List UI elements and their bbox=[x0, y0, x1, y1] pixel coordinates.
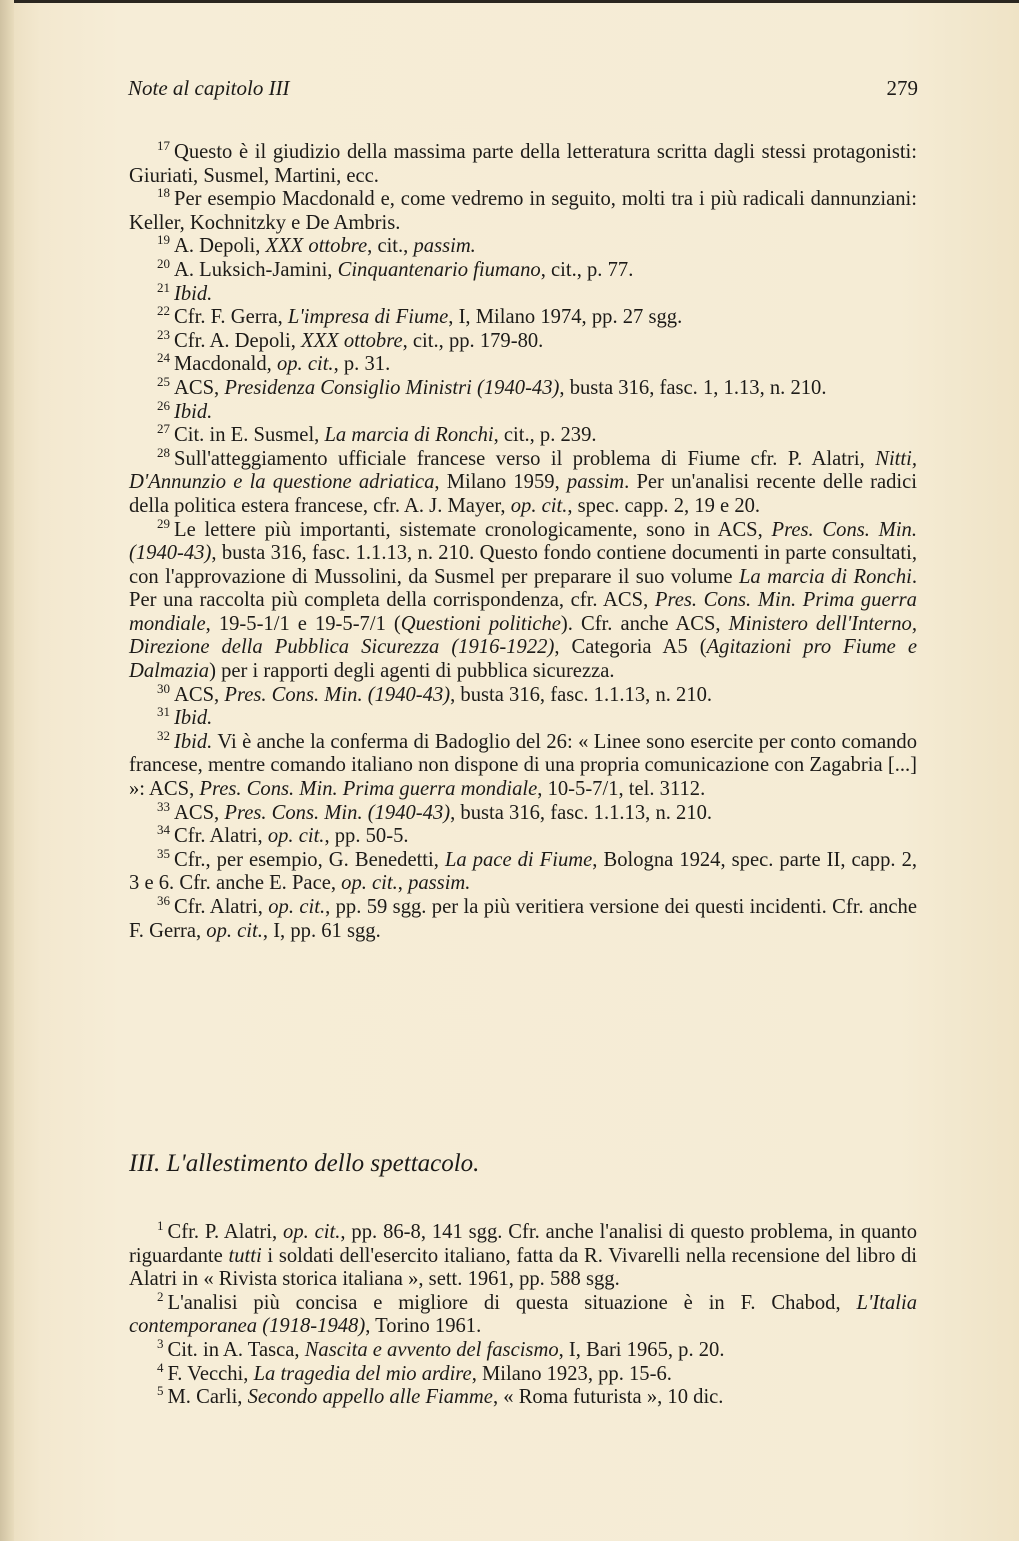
footnote-text: F. Vecchi, bbox=[167, 1362, 254, 1385]
footnote-text: , I, pp. 61 sgg. bbox=[262, 919, 381, 942]
footnote-italic-text: Pres. Cons. Min. (1940-43) bbox=[224, 801, 451, 824]
footnote-italic-text: Ibid. bbox=[174, 707, 213, 730]
footnote-text: , cit., pp. 179-80. bbox=[402, 329, 544, 352]
footnote-italic-text: L'impresa di Fiume bbox=[287, 306, 449, 329]
footnote-text: , busta 316, fasc. 1, 1.13, n. 210. bbox=[559, 376, 827, 399]
footnote-text: A. Depoli, bbox=[174, 235, 266, 258]
footnote-italic-text: op. cit. bbox=[341, 872, 398, 895]
footnote-number: 34 bbox=[157, 822, 170, 838]
footnote bbox=[129, 1335, 917, 1363]
footnote-italic-text: op. cit. bbox=[283, 1221, 341, 1243]
footnote-italic-text: Secondo appello alle Fiamme bbox=[247, 1386, 493, 1409]
footnote-text: Cfr. F. Gerra, bbox=[174, 306, 288, 329]
footnote-text: . Per un'analisi recente delle radici della politica estera francese, cfr. A. J. Mayer, bbox=[129, 471, 918, 517]
footnote bbox=[129, 397, 917, 425]
footnote bbox=[129, 704, 917, 731]
footnote-number: 25 bbox=[157, 373, 170, 389]
footnote bbox=[129, 138, 917, 188]
footnote-number: 17 bbox=[157, 138, 170, 153]
page-number: 279 bbox=[886, 76, 918, 100]
footnote bbox=[129, 515, 918, 684]
footnote-italic-text: op. cit. bbox=[276, 353, 334, 376]
footnote-text: , 19-5-1/1 e 19-5-7/1 ( bbox=[205, 612, 401, 635]
footnote-italic-text: Pres. Cons. Min. Prima guerra mondiale bbox=[129, 589, 917, 635]
footnote-italic-text: op. cit. bbox=[268, 896, 326, 918]
footnote-number: 1 bbox=[157, 1218, 164, 1233]
footnote-text: , bbox=[397, 872, 409, 895]
footnote-italic-text: La tragedia del mio ardire bbox=[253, 1362, 472, 1385]
footnote bbox=[129, 845, 918, 896]
footnote-text: ). Cfr. anche ACS, bbox=[560, 612, 729, 635]
footnote-text: i soldati dell'esercito italiano, fatta da R. Vivarelli nella recensione del libro di Alatri in « Rivista storica italiana », sett. 1961, pp. 588 sgg. bbox=[129, 1244, 917, 1291]
footnote-italic-text: Nitti, D'Annunzio e la questione adriatica bbox=[129, 447, 917, 494]
footnote-italic-text: Cinquantenario fiumano bbox=[337, 258, 541, 281]
footnote-text: ACS, bbox=[174, 801, 225, 824]
footnote-italic-text: Presidenza Consiglio Ministri (1940-43) bbox=[224, 376, 560, 399]
footnote-number: 27 bbox=[157, 421, 170, 437]
footnote-italic-text: XXX ottobre bbox=[265, 235, 368, 258]
footnote-text: , Bologna 1924, spec. parte II, capp. 2, 3 e 6. Cfr. anche E. Pace, bbox=[129, 848, 918, 895]
footnote-text: , spec. capp. 2, 19 e 20. bbox=[567, 494, 761, 517]
chapter-notes bbox=[129, 138, 918, 943]
footnote-number: 24 bbox=[157, 350, 170, 366]
footnote bbox=[129, 798, 917, 826]
footnote-number: 18 bbox=[157, 185, 170, 201]
footnote-text: Cit. in A. Tasca, bbox=[167, 1338, 305, 1361]
running-head-title: Note al capitolo III bbox=[128, 76, 290, 100]
footnote-text: Sull'atteggiamento ufficiale francese verso il problema di Fiume cfr. P. Alatri, bbox=[174, 447, 876, 470]
footnote-text: L'analisi più concisa e migliore di questa situazione è in F. Chabod, bbox=[167, 1291, 857, 1314]
footnote-text: , 10-5-7/1, tel. 3112. bbox=[537, 778, 706, 801]
footnote-text: , Milano 1923, pp. 15-6. bbox=[471, 1362, 672, 1385]
footnote-text: ) per i rapporti degli agenti di pubblica sicurezza. bbox=[209, 660, 615, 683]
footnote-text: , busta 316, fasc. 1.1.13, n. 210. Questo fondo contiene documenti in parte consultati, con l'approvazione di Mussolini, da Susmel per preparare il suo volume bbox=[129, 542, 917, 588]
footnote-text: , busta 316, fasc. 1.1.13, n. 210. bbox=[450, 683, 713, 706]
footnote-number: 21 bbox=[157, 279, 170, 295]
footnote-italic-text: Pres. Cons. Min. Prima guerra mondiale bbox=[199, 778, 538, 801]
footnote-number: 31 bbox=[157, 704, 170, 720]
footnote-text: Questo è il giudizio della massima parte della letteratura scritta dagli stessi protagonisti: Giuriati, Susmel, Martini, ecc. bbox=[129, 141, 917, 187]
footnote bbox=[129, 421, 917, 448]
footnote-text: . Per una raccolta più completa della corrispondenza, cfr. ACS, bbox=[129, 565, 917, 612]
footnote-italic-text: Ministero dell'Interno, Direzione della Pubblica Sicurezza (1916-1922) bbox=[129, 612, 917, 659]
footnote-text: Le lettere più importanti, sistemate cronologicamente, sono in ACS, bbox=[174, 518, 772, 541]
footnote-number: 2 bbox=[157, 1288, 164, 1304]
footnote-number: 4 bbox=[157, 1359, 164, 1375]
footnote-number: 3 bbox=[157, 1335, 164, 1351]
footnote bbox=[129, 279, 917, 307]
footnote-italic-text: Ibid. bbox=[174, 282, 213, 305]
footnote-number: 35 bbox=[157, 845, 170, 861]
footnote-text: , pp. 59 sgg. per la più veritiera versione dei questi incidenti. Cfr. anche F. Gerra, bbox=[129, 896, 917, 942]
footnote-italic-text: Questioni politiche bbox=[400, 612, 561, 635]
footnote bbox=[129, 822, 917, 849]
footnote-text: Vi è anche la conferma di Badoglio del 26: « Linee sono esercite per conto comando francese, mentre comando italiano non dispone di una propria comunicazione con Zagabria [...] »: ACS, bbox=[129, 730, 917, 801]
footnote-italic-text: passim. bbox=[413, 235, 476, 258]
footnote-number: 29 bbox=[157, 515, 170, 531]
footnote-number: 19 bbox=[157, 232, 170, 248]
footnote bbox=[129, 893, 917, 943]
footnote-number: 22 bbox=[157, 303, 170, 319]
footnote bbox=[129, 373, 917, 401]
footnote-italic-text: op. cit. bbox=[510, 494, 568, 517]
footnote-text: Cfr. A. Depoli, bbox=[174, 329, 301, 352]
footnote-text: ACS, bbox=[174, 683, 225, 706]
footnote-number: 20 bbox=[157, 255, 170, 271]
footnote bbox=[129, 255, 917, 283]
footnote-italic-text: XXX ottobre bbox=[301, 329, 403, 352]
footnote-text: Per esempio Macdonald e, come vedremo in seguito, molti tra i più radicali dannunziani: Keller, Kochnitzky e De Ambris. bbox=[129, 188, 917, 234]
footnote-italic-text: op. cit. bbox=[267, 825, 325, 848]
footnote-text: , Torino 1961. bbox=[365, 1315, 482, 1338]
footnote-text: , p. 31. bbox=[333, 353, 391, 376]
footnote bbox=[129, 680, 917, 708]
scan-top-edge bbox=[0, 0, 1019, 3]
footnote bbox=[129, 326, 917, 354]
footnote-text: , cit., p. 239. bbox=[493, 424, 597, 447]
footnote-text: Macdonald, bbox=[174, 353, 277, 376]
footnote-italic-text: Ibid. bbox=[174, 730, 213, 753]
footnote bbox=[129, 1359, 917, 1387]
footnote-number: 28 bbox=[157, 444, 170, 460]
footnote-text: M. Carli, bbox=[167, 1386, 248, 1409]
footnote-text: A. Luksich-Jamini, bbox=[174, 258, 338, 281]
footnote-italic-text: Nascita e avvento del fascismo bbox=[304, 1338, 559, 1361]
footnote bbox=[129, 185, 917, 235]
footnote-text: , Categoria A5 ( bbox=[554, 636, 707, 659]
footnote-italic-text: passim bbox=[566, 471, 625, 494]
footnote-italic-text: La marcia di Ronchi bbox=[738, 565, 912, 588]
footnote-number: 23 bbox=[157, 326, 170, 342]
footnote bbox=[129, 232, 917, 259]
footnote-text: , I, Bari 1965, p. 20. bbox=[558, 1338, 725, 1361]
footnote-text: Cfr., per esempio, G. Benedetti, bbox=[174, 848, 445, 871]
footnote-text: Cfr. Alatri, bbox=[174, 825, 268, 848]
footnote-italic-text: tutti bbox=[228, 1244, 262, 1267]
footnote-number: 5 bbox=[157, 1383, 164, 1399]
footnote-italic-text: La pace di Fiume bbox=[444, 848, 593, 871]
footnote bbox=[129, 1218, 917, 1292]
footnote-text: , cit., bbox=[367, 235, 414, 258]
footnote-number: 32 bbox=[157, 727, 170, 743]
footnote-italic-text: La marcia di Ronchi bbox=[324, 424, 494, 447]
footnote-text: , I, Milano 1974, pp. 27 sgg. bbox=[448, 306, 683, 329]
footnote-text: , pp. 50-5. bbox=[324, 825, 409, 848]
footnote-text: , pp. 86-8, 141 sgg. Cfr. anche l'analisi di questo problema, in quanto riguardante bbox=[129, 1221, 917, 1267]
footnote-italic-text: Pres. Cons. Min. (1940-43) bbox=[129, 518, 918, 565]
footnote-italic-text: passim. bbox=[408, 872, 471, 895]
footnote-italic-text: op. cit. bbox=[206, 919, 263, 942]
page-gutter-shadow bbox=[0, 0, 14, 1541]
footnote bbox=[129, 1288, 917, 1339]
footnote bbox=[129, 303, 917, 330]
footnote-text: , « Roma futurista », 10 dic. bbox=[492, 1386, 724, 1409]
footnote-text: , cit., p. 77. bbox=[540, 258, 634, 281]
section-notes bbox=[129, 1218, 917, 1410]
footnote-italic-text: Pres. Cons. Min. (1940-43) bbox=[224, 683, 451, 706]
footnote bbox=[129, 727, 917, 802]
footnote-text: , busta 316, fasc. 1.1.13, n. 210. bbox=[450, 801, 713, 824]
footnote-text: , Milano 1959, bbox=[434, 471, 567, 494]
footnote-italic-text: Agitazioni pro Fiume e Dalmazia bbox=[129, 636, 917, 683]
footnote-number: 30 bbox=[157, 680, 170, 696]
footnote-italic-text: Ibid. bbox=[174, 400, 213, 423]
footnote-text: Cit. in E. Susmel, bbox=[174, 424, 325, 447]
footnote-number: 36 bbox=[157, 893, 170, 908]
footnote bbox=[129, 350, 917, 377]
footnote-italic-text: L'Italia contemporanea (1918-1948) bbox=[129, 1291, 917, 1338]
footnote-number: 33 bbox=[157, 798, 170, 814]
footnote-text: Cfr. P. Alatri, bbox=[167, 1221, 284, 1243]
footnote-number: 26 bbox=[157, 397, 170, 413]
footnote bbox=[129, 444, 918, 519]
footnote-text: Cfr. Alatri, bbox=[174, 896, 269, 918]
section-heading: III. L'allestimento dello spettacolo. bbox=[129, 1150, 480, 1177]
running-head bbox=[128, 76, 918, 110]
footnote bbox=[129, 1383, 917, 1410]
footnote-text: ACS, bbox=[174, 376, 225, 399]
